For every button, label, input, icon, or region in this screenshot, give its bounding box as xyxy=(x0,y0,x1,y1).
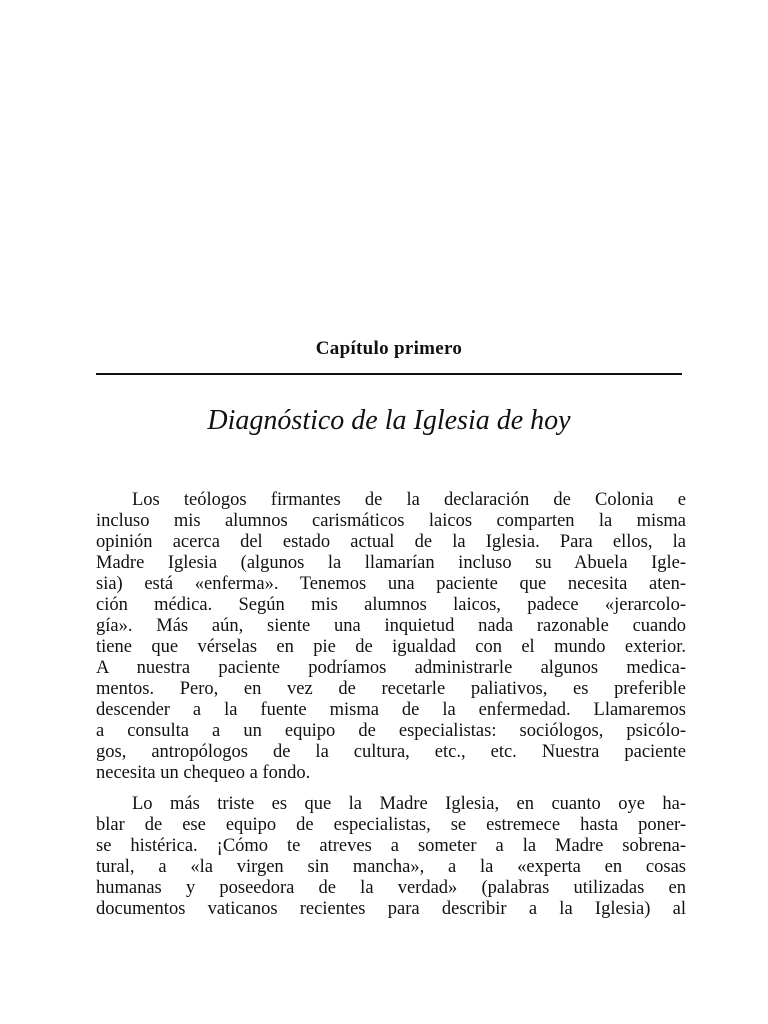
text-line: descender a la fuente misma de la enfermedad. Llamaremos xyxy=(96,700,686,720)
text-line: gía». Más aún, siente una inquietud nada razonable cuando xyxy=(96,616,686,636)
paragraph-2 xyxy=(96,794,686,920)
text-line: incluso mis alumnos carismáticos laicos comparten la misma xyxy=(96,511,686,531)
text-line: Los teólogos firmantes de la declaración de Colonia e xyxy=(132,490,686,510)
text-line: tural, a «la virgen sin mancha», a la «experta en cosas xyxy=(96,857,686,877)
text-line: necesita un chequeo a fondo. xyxy=(96,763,311,783)
chapter-label: Capítulo primero xyxy=(315,338,463,359)
text-line: gos, antropólogos de la cultura, etc., etc. Nuestra paciente xyxy=(96,742,686,762)
chapter-title: Diagnóstico de la Iglesia de hoy xyxy=(207,405,571,436)
text-line: documentos vaticanos recientes para describir a la Iglesia) al xyxy=(96,899,686,919)
text-line: sia) está «enferma». Tenemos una paciente que necesita aten- xyxy=(96,574,686,594)
text-line: se histérica. ¡Cómo te atreves a someter a la Madre sobrena- xyxy=(96,836,686,856)
text-line: a consulta a un equipo de especialistas: sociólogos, psicólo- xyxy=(96,721,686,741)
text-line: ción médica. Según mis alumnos laicos, padece «jerarcolo- xyxy=(96,595,686,615)
paragraph-1 xyxy=(96,490,686,784)
text-line: humanas y poseedora de la verdad» (palabras utilizadas en xyxy=(96,878,686,898)
body-text xyxy=(96,490,686,930)
text-line: Lo más triste es que la Madre Iglesia, en cuanto oye ha- xyxy=(132,794,686,814)
text-line: tiene que vérselas en pie de igualdad con el mundo exterior. xyxy=(96,637,686,657)
text-line: A nuestra paciente podríamos administrarle algunos medica- xyxy=(96,658,686,678)
text-line: blar de ese equipo de especialistas, se estremece hasta poner- xyxy=(96,815,686,835)
text-line: mentos. Pero, en vez de recetarle paliativos, es preferible xyxy=(96,679,686,699)
chapter-rule xyxy=(96,373,682,375)
text-line: Madre Iglesia (algunos la llamarían incluso su Abuela Igle- xyxy=(96,553,686,573)
text-line: opinión acerca del estado actual de la Iglesia. Para ellos, la xyxy=(96,532,686,552)
